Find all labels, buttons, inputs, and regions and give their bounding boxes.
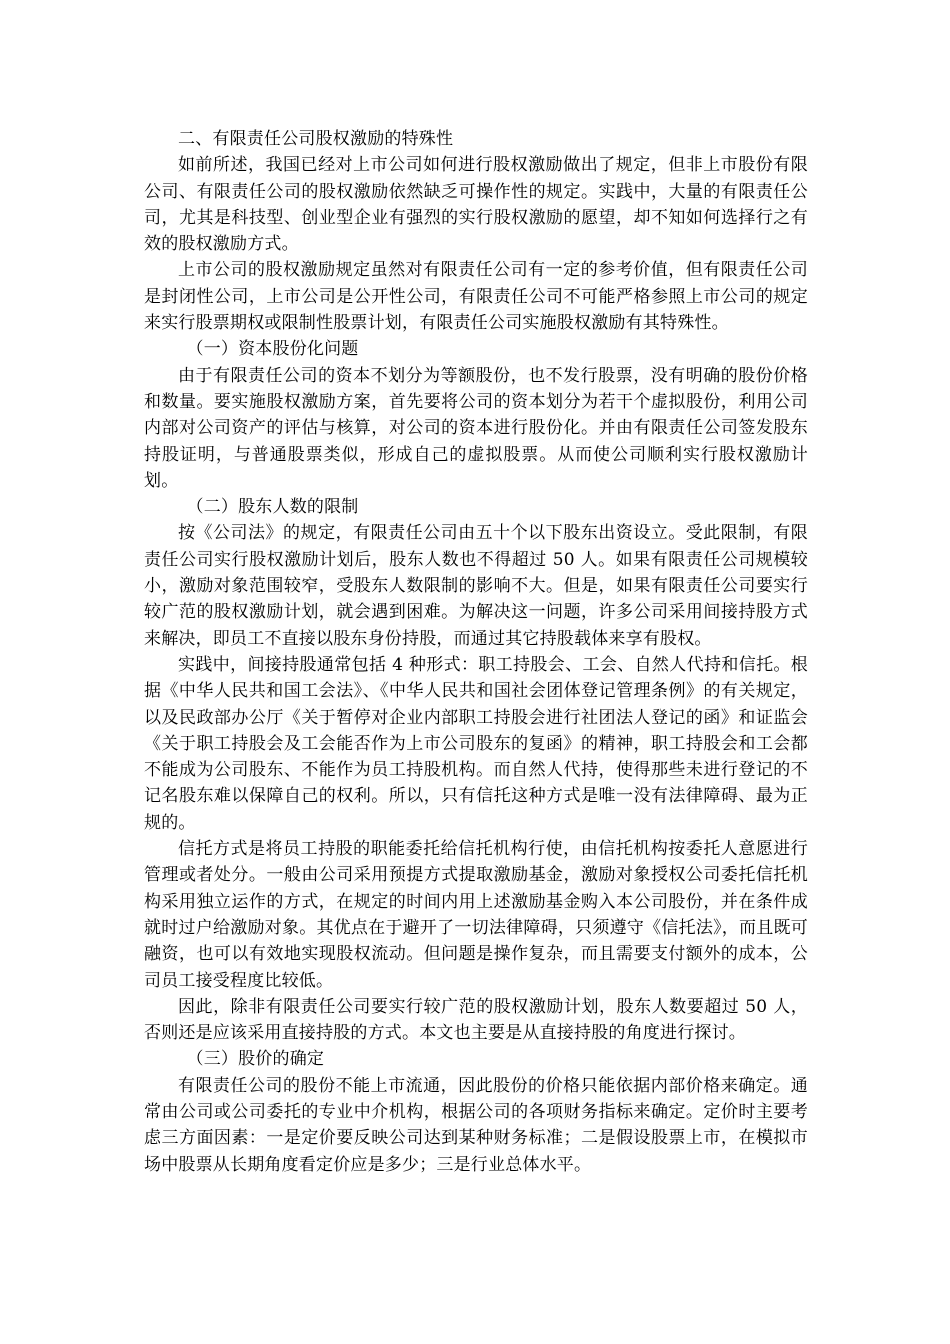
paragraph: 如前所述，我国已经对上市公司如何进行股权激励做出了规定，但非上市股份有限公司、有限责任公司的股权激励依然缺乏可操作性的规定。实践中，大量的有限责任公司，尤其是科技型、创业型企业有强烈的实行股权激励的愿望，却不知如何选择行之有效的股权激励方式。 [144, 155, 808, 255]
paragraph: 有限责任公司的股份不能上市流通，因此股份的价格只能依据内部价格来确定。通常由公司或公司委托的专业中介机构，根据公司的各项财务指标来确定。定价时主要考虑三方面因素：一是定价要反映公司达到某种财务标准；二是假设股票上市，在模拟市场中股票从长期角度看定价应是多少；三是行业总体水平。 [144, 1075, 808, 1175]
paragraph: 因此，除非有限责任公司要实行较广范的股权激励计划，股东人数要超过 50 人，否则还是应该采用直接持股的方式。本文也主要是从直接持股的角度进行探讨。 [144, 996, 808, 1044]
paragraph: 实践中，间接持股通常包括 4 种形式：职工持股会、工会、自然人代持和信托。根据《中华人民共和国工会法》、《中华人民共和国社会团体登记管理条例》的有关规定，以及民政部办公厅《关于暂停对企业内部职工持股会进行社团法人登记的函》和证监会《关于职工持股会及工会能否作为上市公司股东的复函》的精神，职工持股会和工会都不能成为公司股东、不能作为员工持股机构。而自然人代持，使得那些未进行登记的不记名股东难以保障自己的权利。所以，只有信托这种方式是唯一没有法律障碍、最为正规的。 [144, 654, 808, 833]
paragraph: 上市公司的股权激励规定虽然对有限责任公司有一定的参考价值，但有限责任公司是封闭性公司，上市公司是公开性公司，有限责任公司不可能严格参照上市公司的规定来实行股票期权或限制性股票计划，有限责任公司实施股权激励有其特殊性。 [144, 260, 808, 334]
subsection-heading: （一）资本股份化问题 [186, 339, 359, 360]
document-page [144, 126, 808, 1178]
section-heading: 二、有限责任公司股权激励的特殊性 [178, 129, 454, 149]
paragraph: 信托方式是将员工持股的职能委托给信托机构行使，由信托机构按委托人意愿进行管理或者处分。一般由公司采用预提方式提取激励基金，激励对象授权公司委托信托机构采用独立运作的方式，在规定的时间内用上述激励基金购入本公司股份，并在条件成就时过户给激励对象。其优点在于避开了一切法律障碍，只须遵守《信托法》，而且既可融资，也可以有效地实现股权流动。但问题是操作复杂，而且需要支付额外的成本，公司员工接受程度比较低。 [144, 839, 808, 991]
subsection-heading: （三）股价的确定 [186, 1049, 325, 1070]
paragraph: 由于有限责任公司的资本不划分为等额股份，也不发行股票，没有明确的股份价格和数量。要实施股权激励方案，首先要将公司的资本划分为若干个虚拟股份，利用公司内部对公司资产的评估与核算，对公司的资本进行股份化。并由有限责任公司签发股东持股证明，与普通股票类似，形成自己的虚拟股票。从而使公司顺利实行股权激励计划。 [144, 365, 808, 491]
subsection-heading: （二）股东人数的限制 [186, 497, 359, 518]
paragraph: 按《公司法》的规定，有限责任公司由五十个以下股东出资设立。受此限制，有限责任公司实行股权激励计划后，股东人数也不得超过 50 人。如果有限责任公司规模较小，激励对象范围较窄，受股东人数限制的影响不大。但是，如果有限责任公司要实行较广范的股权激励计划，就会遇到困难。为解决这一问题，许多公司采用间接持股方式来解决，即员工不直接以股东身份持股，而通过其它持股载体来享有股权。 [144, 523, 808, 649]
